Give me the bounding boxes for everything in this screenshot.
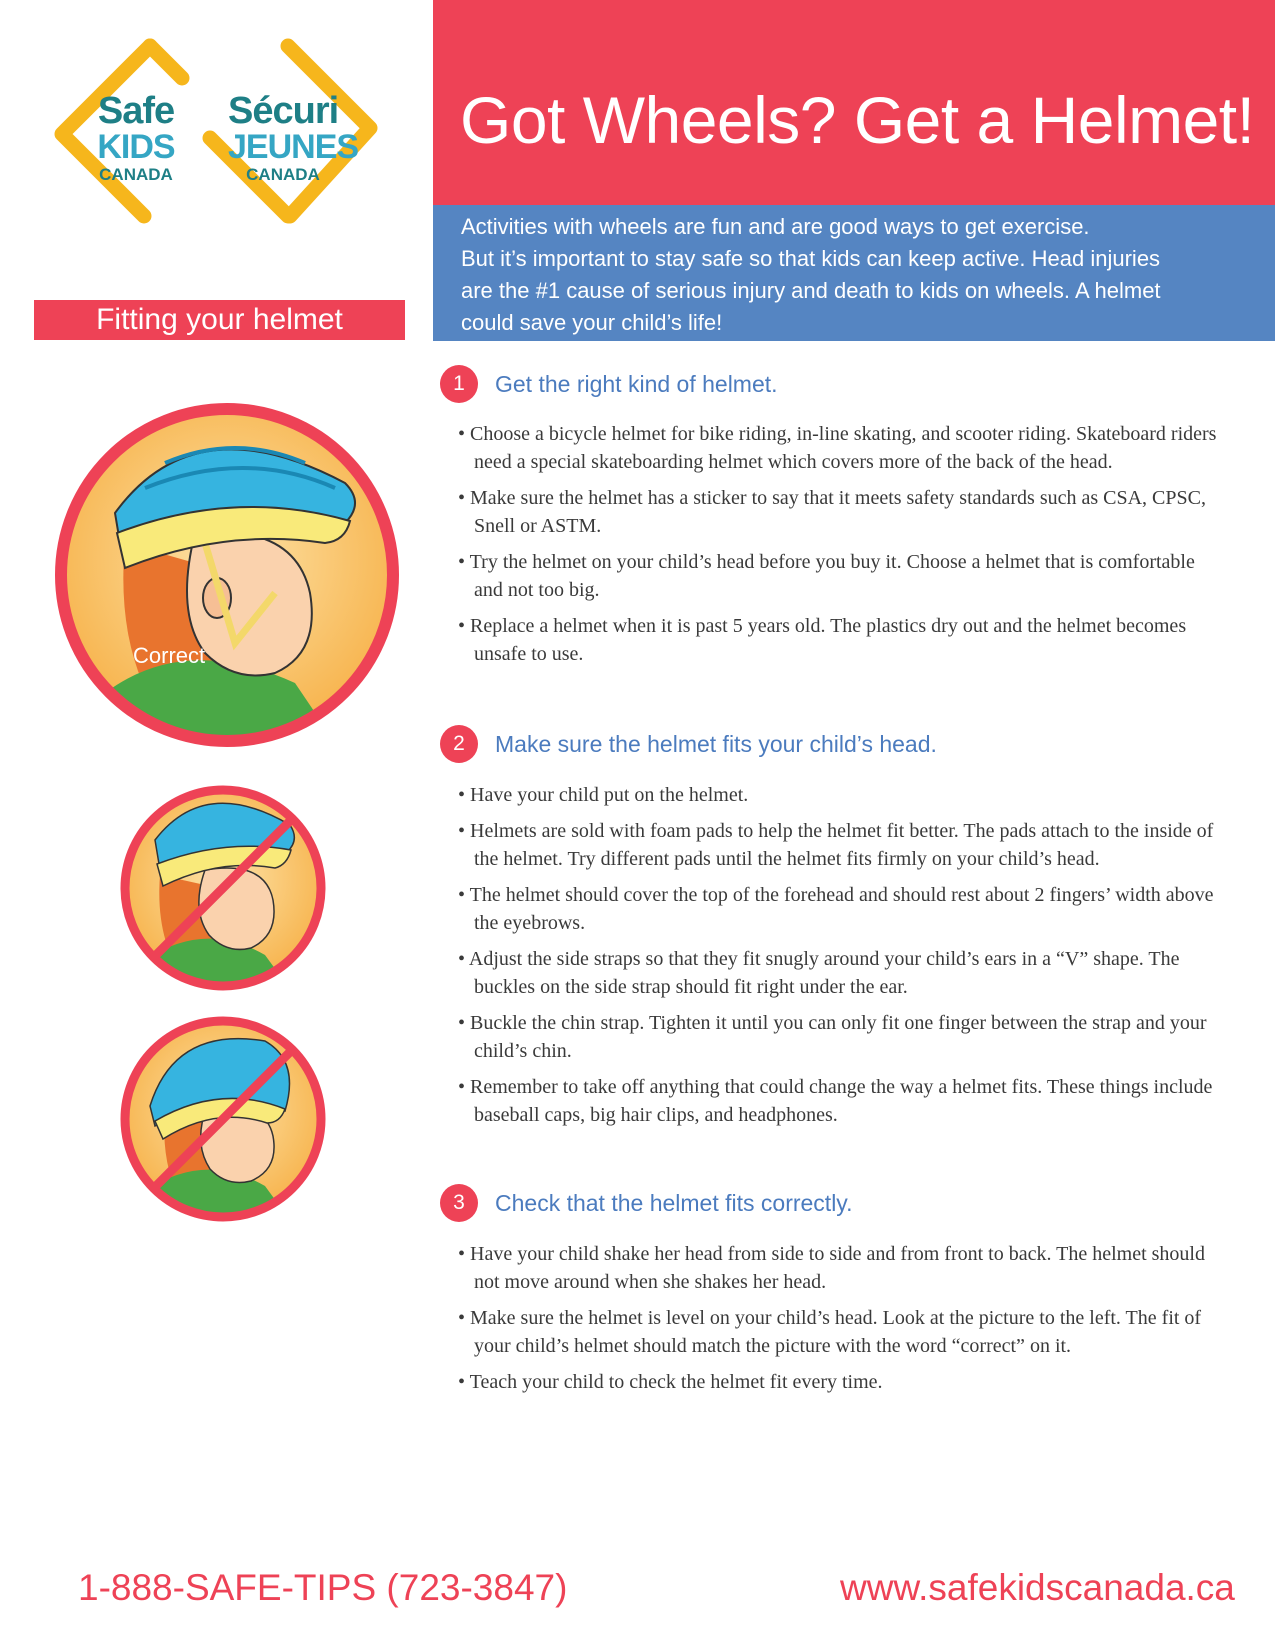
section-2-bullets	[458, 781, 1218, 1137]
list-item: • Helmets are sold with foam pads to help the helmet fit better. The pads attach to the inside of the helmet. Try different pads until the helmet fits firmly on your child’s head.	[458, 820, 1214, 870]
list-item: • Have your child shake her head from side to side and from front to back. The helmet should not move around when she shakes her head.	[458, 1243, 1205, 1293]
logo-canada-text: CANADA	[99, 165, 173, 184]
logo-kids-text: KIDS	[97, 128, 175, 166]
footer-phone: 1-888-SAFE-TIPS (723-3847)	[78, 1567, 568, 1608]
intro-line: are the #1 cause of serious injury and death to kids on wheels. A helmet	[461, 278, 1161, 303]
footer-website[interactable]: www.safekidscanada.ca	[840, 1567, 1235, 1608]
list-item: • Remember to take off anything that could change the way a helmet fits. These things include baseball caps, big hair clips, and headphones.	[458, 1076, 1213, 1126]
list-item: • Buckle the chin strap. Tighten it until you can only fit one finger between the strap and your child’s chin.	[458, 1012, 1207, 1062]
helmet-correct-illustration	[45, 393, 409, 757]
logo-jeunes-text: JEUNES	[228, 128, 359, 166]
list-item: • Choose a bicycle helmet for bike riding, in-line skating, and scooter riding. Skateboard riders need a special skateboarding helmet which covers more of the back of the head.	[458, 423, 1217, 473]
section-1-heading: Get the right kind of helmet.	[495, 371, 778, 397]
fitting-section-label: Fitting your helmet	[96, 303, 343, 336]
list-item: • The helmet should cover the top of the forehead and should rest about 2 fingers’ width above the eyebrows.	[458, 884, 1214, 934]
section-1-number: 1	[440, 365, 478, 403]
list-item: • Teach your child to check the helmet fit every time.	[458, 1371, 883, 1393]
intro-line: But it’s important to stay safe so that kids can keep active. Head injuries	[461, 246, 1161, 271]
list-item: • Replace a helmet when it is past 5 years old. The plastics dry out and the helmet becomes unsafe to use.	[458, 615, 1187, 665]
page-title: Got Wheels? Get a Helmet!	[460, 83, 1255, 157]
child-helmet-tilted-forward-wrong-icon	[115, 1011, 331, 1227]
intro-text	[461, 211, 1251, 339]
intro-line: could save your child’s life!	[461, 310, 723, 335]
helmet-wrong-illustration-1	[115, 780, 331, 996]
section-2-number: 2	[440, 725, 478, 763]
list-item: • Adjust the side straps so that they fit snugly around your child’s ears in a “V” shape. The buckles on the side strap should fit right under the ear.	[458, 948, 1180, 998]
logo-english	[95, 92, 177, 183]
child-helmet-correct-icon	[45, 393, 409, 757]
logo-securi-text: Sécuri	[228, 90, 339, 132]
section-3-number: 3	[440, 1184, 478, 1222]
section-3-bullets	[458, 1240, 1218, 1404]
child-helmet-tilted-back-wrong-icon	[115, 780, 331, 996]
logo-french	[228, 90, 359, 184]
intro-line: Activities with wheels are fun and are good ways to get exercise.	[461, 214, 1090, 239]
list-item: • Try the helmet on your child’s head before you buy it. Choose a helmet that is comfortable and not too big.	[458, 551, 1195, 601]
list-item: • Have your child put on the helmet.	[458, 784, 749, 806]
helmet-wrong-illustration-2	[115, 1011, 331, 1227]
correct-label: Correct	[133, 643, 206, 668]
list-item: • Make sure the helmet is level on your child’s head. Look at the picture to the left. The fit of your child’s helmet should match the picture with the word “correct” on it.	[458, 1307, 1202, 1357]
logo-safe-text: Safe	[97, 90, 175, 132]
logo-canada-fr-text: CANADA	[246, 165, 320, 184]
list-item: • Make sure the helmet has a sticker to say that it meets safety standards such as CSA, CPSC, Snell or ASTM.	[458, 487, 1206, 537]
safe-kids-canada-logo	[30, 30, 410, 260]
section-3-heading: Check that the helmet fits correctly.	[495, 1190, 853, 1216]
section-1-bullets	[458, 420, 1218, 676]
section-2-heading: Make sure the helmet fits your child’s head.	[495, 731, 937, 757]
